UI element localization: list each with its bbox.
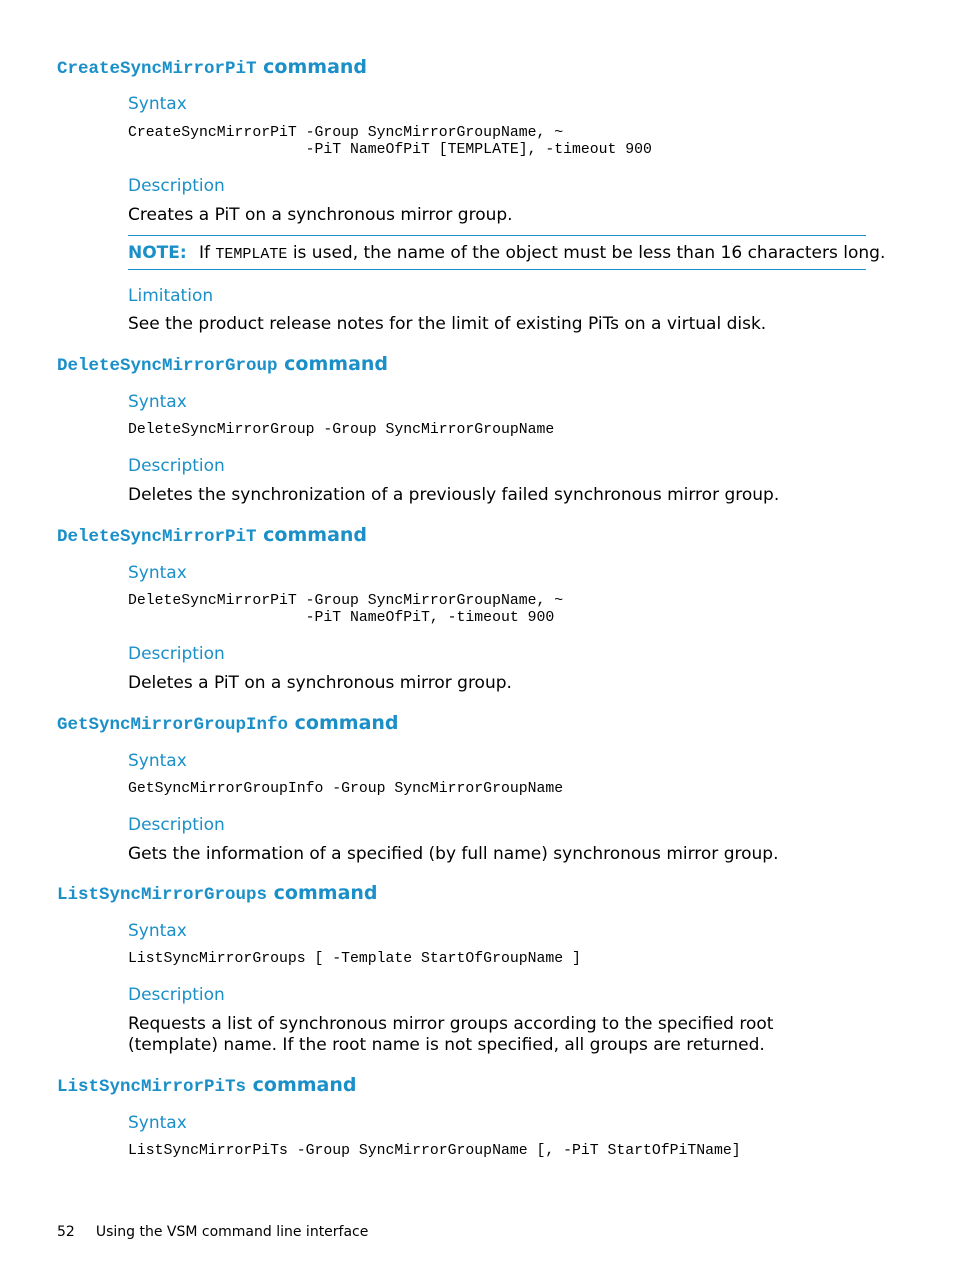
command-name: GetSyncMirrorGroupInfo [57, 715, 289, 735]
command-suffix: command [288, 712, 399, 734]
note-text-after: is used, the name of the object must be less than 16 characters long. [287, 243, 886, 263]
command-name: CreateSyncMirrorPiT [57, 59, 257, 79]
section-heading-createsyncmirrorpit [57, 56, 367, 80]
description-heading: Description [128, 456, 225, 476]
note-code: TEMPLATE [215, 246, 288, 263]
syntax-heading: Syntax [128, 563, 187, 583]
syntax-code: ListSyncMirrorPiTs -Group SyncMirrorGroupName [, -PiT StartOfPiTName] [128, 1143, 741, 1159]
section-heading-listsyncmirrorpits [57, 1074, 357, 1098]
syntax-code: CreateSyncMirrorPiT -Group SyncMirrorGroupName, ~ -PiT NameOfPiT [TEMPLATE], -timeout 900 [128, 125, 652, 158]
syntax-heading: Syntax [128, 751, 187, 771]
syntax-code: DeleteSyncMirrorGroup -Group SyncMirrorGroupName [128, 422, 555, 438]
description-text: Gets the information of a specified (by full name) synchronous mirror group. [128, 844, 779, 864]
description-text: Requests a list of synchronous mirror groups according to the specified root (template) name. If the root name is not specified, all groups are returned. [128, 1014, 774, 1055]
description-text: Creates a PiT on a synchronous mirror group. [128, 205, 513, 225]
section-heading-deletesyncmirrorgroup [57, 353, 388, 377]
command-name: DeleteSyncMirrorGroup [57, 356, 278, 376]
note-box [128, 235, 886, 270]
description-heading: Description [128, 644, 225, 664]
command-name: ListSyncMirrorPiTs [57, 1077, 247, 1097]
note-text [199, 243, 885, 265]
command-suffix: command [277, 353, 389, 375]
command-suffix: command [256, 524, 368, 546]
syntax-heading: Syntax [128, 1113, 187, 1133]
command-suffix: command [246, 1074, 357, 1096]
syntax-code: GetSyncMirrorGroupInfo -Group SyncMirrorGroupName [128, 781, 564, 797]
description-text: Deletes the synchronization of a previously failed synchronous mirror group. [128, 485, 780, 505]
syntax-code: ListSyncMirrorGroups [ -Template StartOfGroupName ] [128, 951, 581, 967]
note-text-before: If [199, 243, 216, 263]
footer-title: Using the VSM command line interface [95, 1224, 369, 1240]
page-number: 52 [57, 1224, 75, 1240]
command-suffix: command [267, 882, 378, 904]
syntax-heading: Syntax [128, 392, 187, 412]
description-heading: Description [128, 176, 225, 196]
command-suffix: command [256, 56, 368, 78]
description-text: Deletes a PiT on a synchronous mirror group. [128, 673, 512, 693]
limitation-text: See the product release notes for the limit of existing PiTs on a virtual disk. [128, 314, 767, 334]
page-footer [57, 1223, 368, 1241]
section-heading-listsyncmirrorgroups [57, 882, 378, 906]
note-label: NOTE: [128, 243, 187, 263]
command-name: ListSyncMirrorGroups [57, 885, 268, 905]
description-heading: Description [128, 985, 225, 1005]
limitation-heading: Limitation [128, 286, 214, 306]
section-heading-deletesyncmirrorpit [57, 524, 367, 548]
command-name: DeleteSyncMirrorPiT [57, 527, 257, 547]
section-heading-getsyncmirrorgroupinfo [57, 712, 399, 736]
syntax-code: DeleteSyncMirrorPiT -Group SyncMirrorGroupName, ~ -PiT NameOfPiT, -timeout 900 [128, 593, 564, 626]
syntax-heading: Syntax [128, 921, 187, 941]
syntax-heading: Syntax [128, 94, 187, 114]
description-heading: Description [128, 815, 225, 835]
